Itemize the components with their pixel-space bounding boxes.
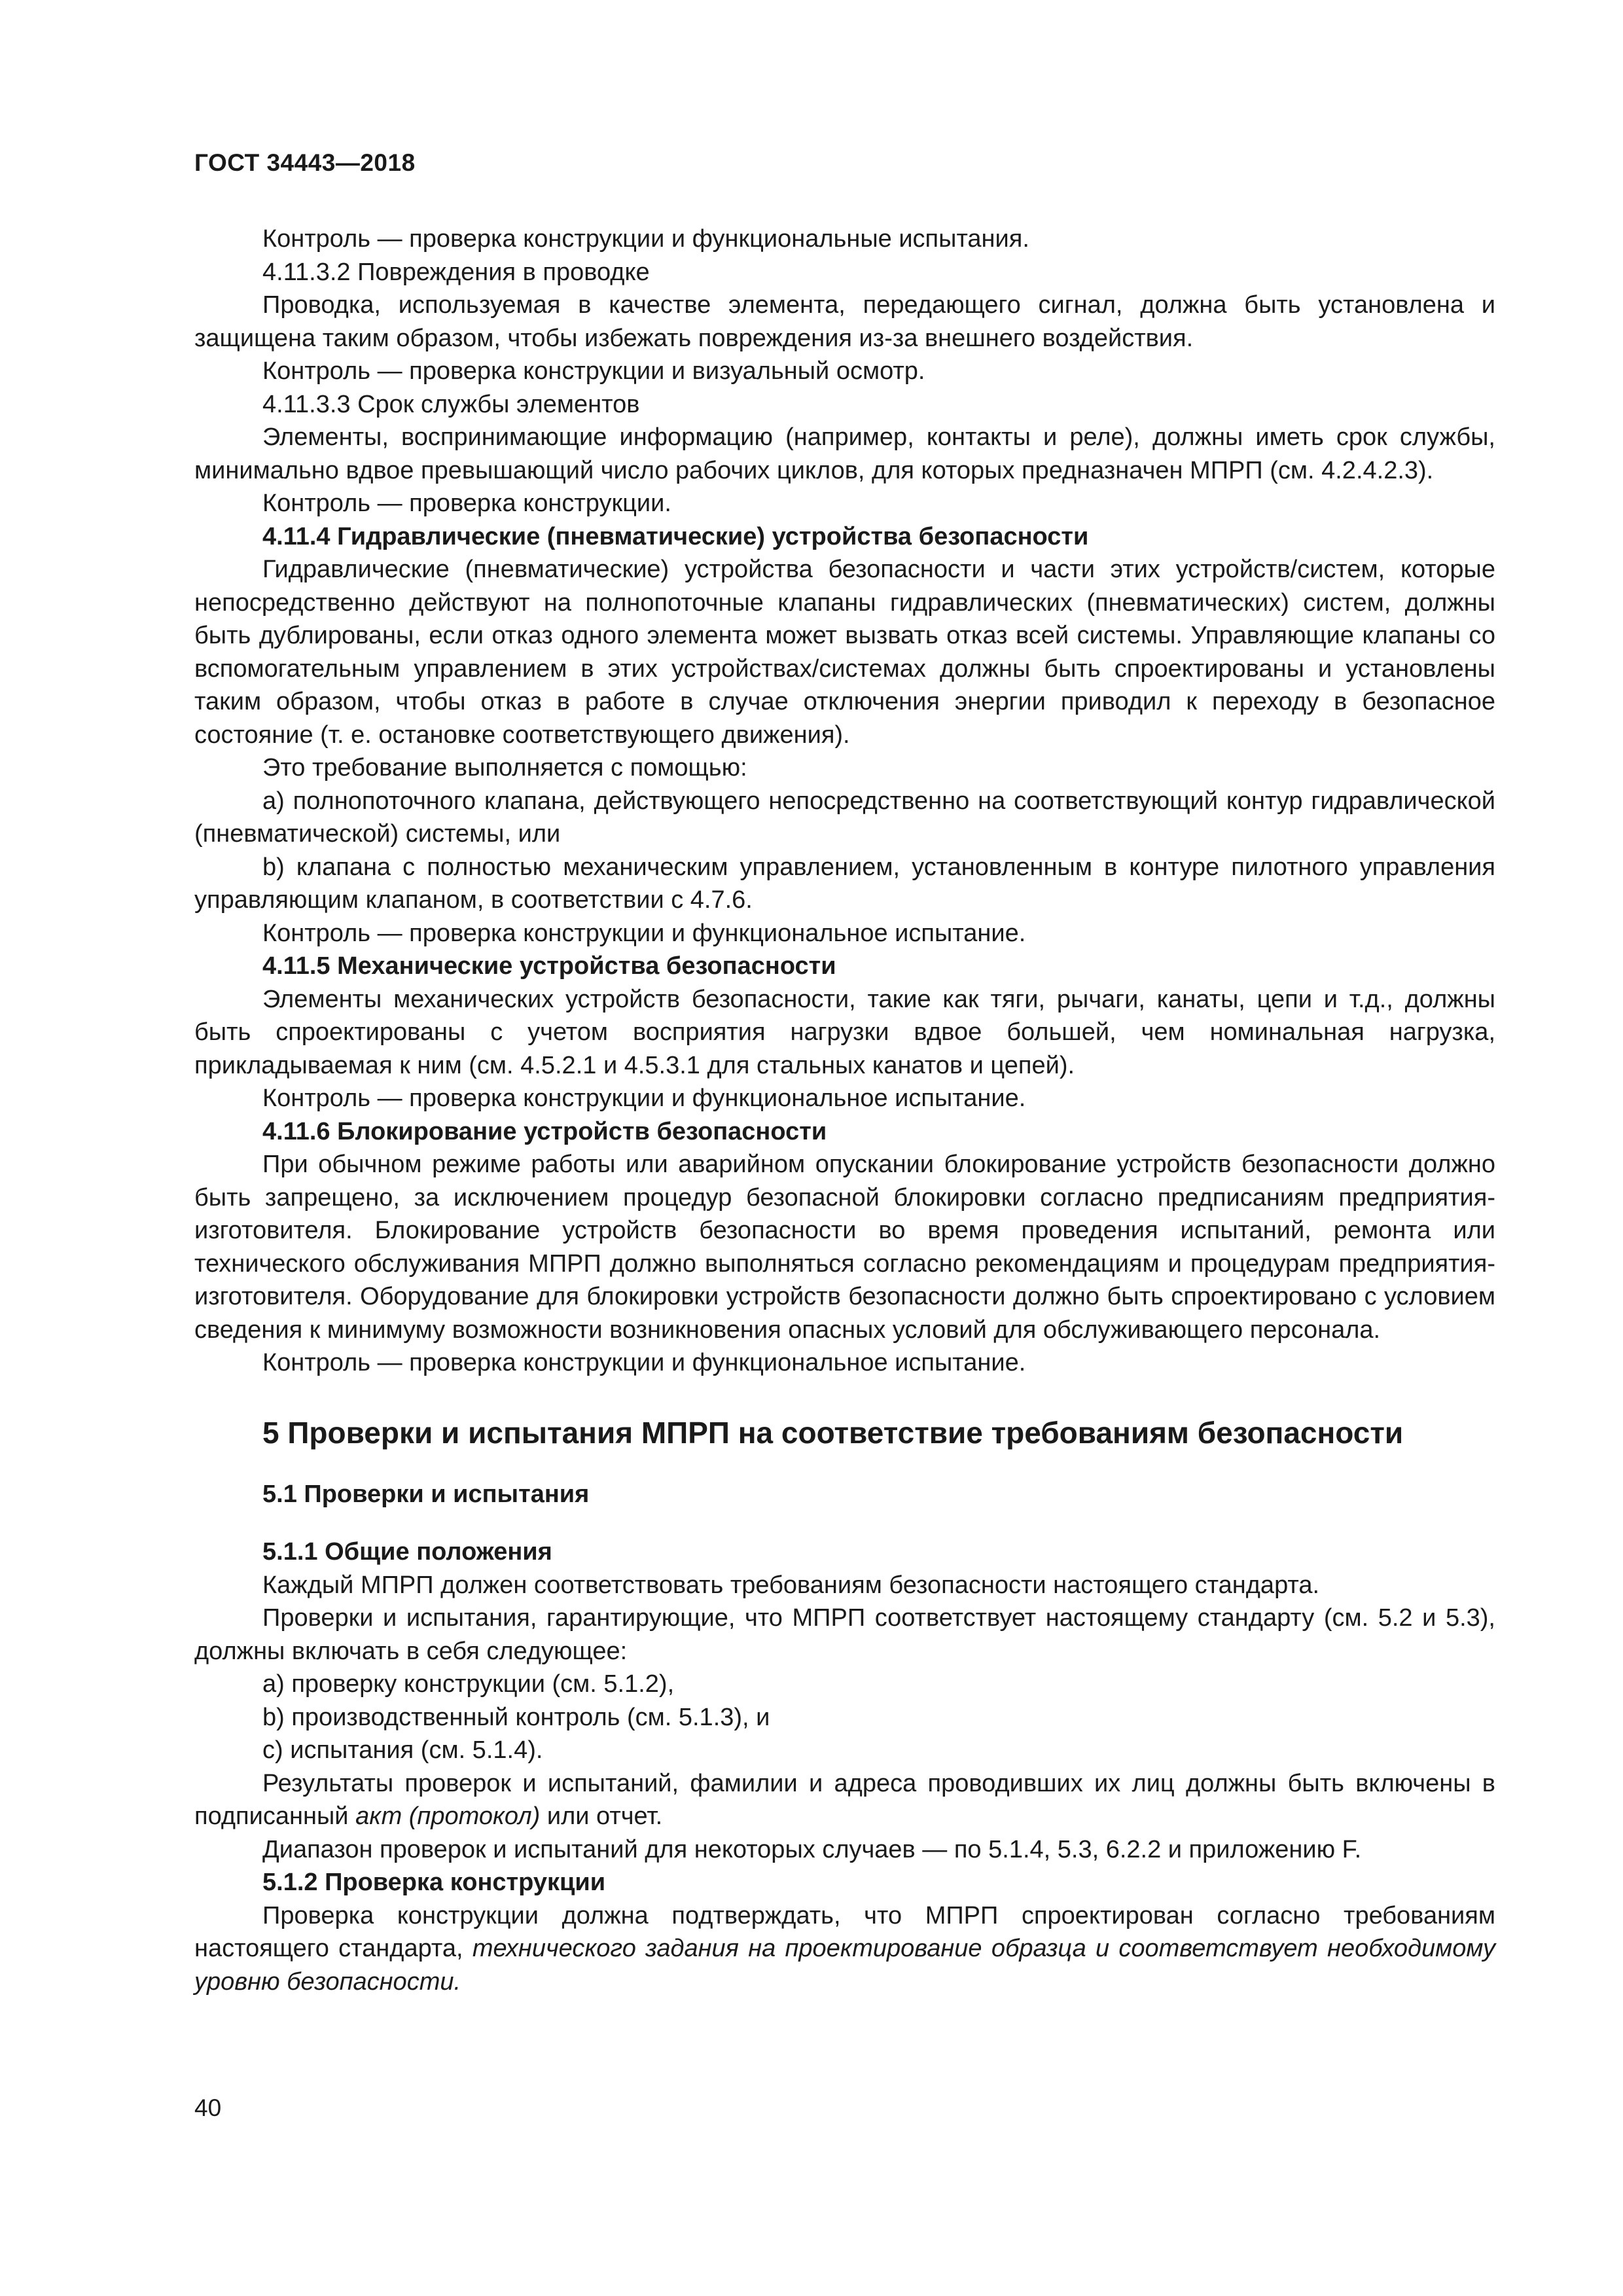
section-heading-5-1-1: 5.1.1 Общие положения [262,1538,552,1566]
paragraph [194,1899,1495,1999]
paragraph-text: Результаты проверок и испытаний, фамилии и адреса проводивших их лиц должны быть включены в подписанный [194,1769,1495,1830]
paragraph: Диапазон проверок и испытаний для некоторых случаев — по 5.1.4, 5.3, 6.2.2 и приложению F. [262,1835,1362,1863]
list-item: a) проверку конструкции (см. 5.1.2), [262,1670,675,1698]
paragraph: Контроль — проверка конструкции и визуальный осмотр. [262,357,925,385]
list-item: c) испытания (см. 5.1.4). [262,1736,543,1764]
section-heading-4-11-6: 4.11.6 Блокирование устройств безопасности [262,1117,827,1145]
italic-term: акт (протокол) [355,1803,541,1830]
section-heading-5-1-2: 5.1.2 Проверка конструкции [262,1869,606,1896]
list-item: b) производственный контроль (см. 5.1.3), и [262,1703,770,1731]
paragraph: Контроль — проверка конструкции. [262,490,671,517]
paragraph: Каждый МПРП должен соответствовать требованиям безопасности настоящего стандарта. [262,1571,1320,1599]
clause-title: 4.11.3.2 Повреждения в проводке [262,258,650,286]
paragraph-text: или отчет. [540,1803,663,1830]
paragraph: При обычном режиме работы или аварийном опускании блокирование устройств безопасности должно быть запрещено, за исключением процедур безопасной блокировки согласно предписаниям предприятия-изготовителя. Блокирование устройств безопасности во время проведения испытаний, ремонта или технического обслуживания МПРП должно выполняться согласно рекомендациям и процедурам предприятия-изготовителя. Оборудование для блокировки устройств безопасности должно быть спроектировано с условием сведения к минимуму возможности возникновения опасных условий для обслуживающего персонала. [194,1151,1495,1344]
paragraph: Элементы, воспринимающие информацию (например, контакты и реле), должны иметь срок службы, минимально вдвое превышающий число рабочих циклов, для которых предназначен МПРП (см. 4.2.4.2.3). [194,423,1495,484]
list-item: a) полнопоточного клапана, действующего непосредственно на соответствующий контур гидравлической (пневматической) системы, или [194,787,1495,848]
paragraph: Гидравлические (пневматические) устройства безопасности и части этих устройств/систем, которые непосредственно действуют на полнопоточные клапаны гидравлических (пневматических) систем, должны быть дублированы, если отказ одного элемента может вызвать отказ всей системы. Управляющие клапаны со вспомогательным управлением в этих устройствах/системах должны быть спроектированы и установлены таким образом, чтобы отказ в работе в случае отключения энергии приводил к переходу в безопасное состояние (т. е. остановке соответствующего движения). [194,556,1495,749]
section-heading-4-11-5: 4.11.5 Механические устройства безопасности [262,952,836,980]
section-heading-4-11-4: 4.11.4 Гидравлические (пневматические) устройства безопасности [262,522,1089,550]
paragraph: Проверки и испытания, гарантирующие, что МПРП соответствует настоящему стандарту (см. 5.2 и 5.3), должны включать в себя следующее: [194,1604,1495,1665]
paragraph [194,1767,1495,1833]
document-body [194,223,1495,1998]
list-item: b) клапана с полностью механическим управлением, установленным в контуре пилотного управления управляющим клапаном, в соответствии с 4.7.6. [194,853,1495,914]
paragraph: Проводка, используемая в качестве элемента, передающего сигнал, должна быть установлена и защищена таким образом, чтобы избежать повреждения из-за внешнего воздействия. [194,291,1495,352]
paragraph: Элементы механических устройств безопасности, такие как тяги, рычаги, канаты, цепи и т.д., должны быть спроектированы с учетом восприятия нагрузки вдвое большей, чем номинальная нагрузка, прикладываемая к ним (см. 4.5.2.1 и 4.5.3.1 для стальных канатов и цепей). [194,985,1495,1079]
italic-text: технического задания на проектирование образца и соответствует необходимому уровню безопасности. [194,1935,1495,1996]
document-code-header: ГОСТ 34443—2018 [194,149,416,176]
section-heading-5: 5 Проверки и испытания МПРП на соответствие требованиям безопасности [262,1415,1404,1450]
paragraph: Контроль — проверка конструкции и функциональное испытание. [262,1349,1026,1376]
paragraph-text: Проверка конструкции должна подтверждать, что МПРП спроектирован согласно требованиям настоящего стандарта, [194,1901,1495,1962]
section-heading-5-1: 5.1 Проверки и испытания [262,1480,590,1508]
paragraph: Это требование выполняется с помощью: [262,754,747,781]
clause-title: 4.11.3.3 Срок службы элементов [262,390,640,418]
paragraph: Контроль — проверка конструкции и функциональное испытание. [262,919,1026,947]
paragraph: Контроль — проверка конструкции и функциональное испытание. [262,1085,1026,1112]
paragraph: Контроль — проверка конструкции и функциональные испытания. [262,225,1029,253]
page-number: 40 [194,2094,222,2121]
